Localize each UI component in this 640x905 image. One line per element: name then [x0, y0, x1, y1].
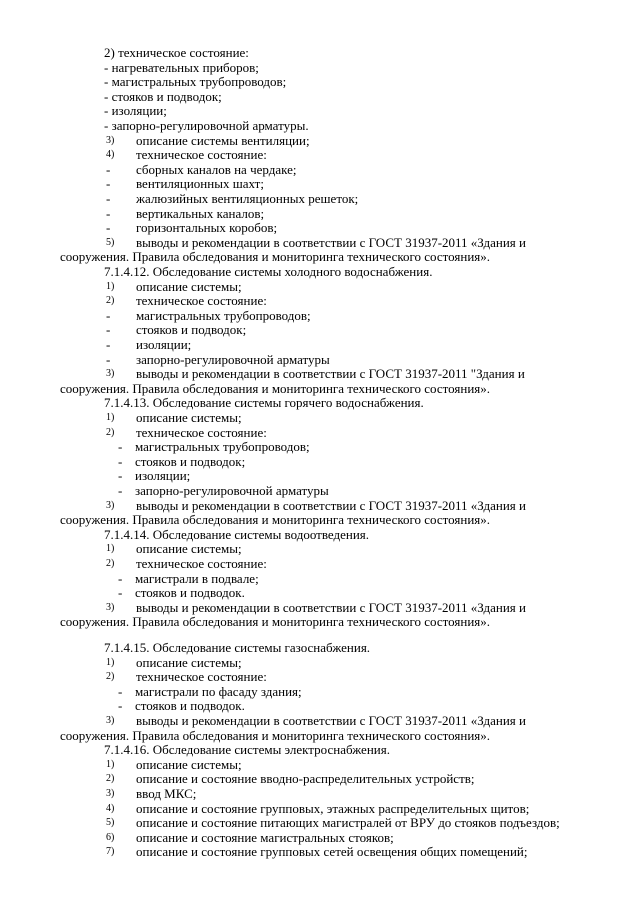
item-text: техническое состояние:: [136, 293, 267, 309]
item-marker: 5): [106, 236, 115, 248]
item-marker: -: [106, 176, 111, 192]
list-line: 2) техническое состояние:: [104, 45, 249, 60]
list-line: - изоляции;: [104, 103, 167, 119]
item-text: изоляции;: [135, 468, 191, 484]
item-marker: -: [106, 191, 111, 206]
item-marker: 3): [106, 368, 115, 380]
item-text: описание системы;: [136, 410, 242, 425]
section-heading: 7.1.4.16. Обследование системы электроснабжения.: [104, 742, 390, 758]
item-text: описание системы;: [136, 756, 242, 772]
item-marker: 2): [106, 773, 115, 785]
item-text: описание системы;: [136, 541, 242, 557]
item-marker: 2): [106, 671, 115, 683]
item-text: описание системы;: [136, 278, 242, 294]
continuation-line: сооружения. Правила обследования и мониторинга технического состояния».: [60, 614, 491, 630]
item-marker: -: [118, 698, 123, 714]
item-marker: -: [106, 337, 111, 352]
item-text: выводы и рекомендации в соответствии с ГОСТ 31937-2011 «Здания и: [136, 599, 526, 615]
item-marker: 3): [106, 788, 115, 799]
item-text: описание системы;: [136, 654, 242, 670]
item-text: выводы и рекомендации в соответствии с ГОСТ 31937-2011 "Здания и: [136, 366, 525, 382]
item-text: стояков и подводок.: [135, 585, 245, 601]
item-marker: -: [118, 683, 123, 699]
list-line: - магистральных трубопроводов;: [104, 74, 287, 90]
item-marker: 1): [106, 543, 115, 555]
continuation-line: сооружения. Правила обследования и мониторинга технического состояния».: [60, 727, 491, 743]
continuation-line: сооружения. Правила обследования и мониторинга технического состояния».: [60, 512, 491, 528]
item-marker: 3): [106, 601, 115, 613]
item-marker: -: [118, 570, 123, 586]
section-heading: 7.1.4.13. Обследование системы горячего водоснабжения.: [104, 395, 424, 411]
item-marker: -: [106, 307, 111, 323]
item-marker: -: [106, 161, 111, 177]
item-text: стояков и подводок;: [135, 453, 246, 469]
item-marker: -: [106, 220, 111, 236]
item-marker: 3): [106, 715, 115, 726]
item-text: магистрали по фасаду здания;: [135, 683, 302, 699]
item-text: выводы и рекомендации в соответствии с ГОСТ 31937-2011 «Здания и: [136, 234, 526, 250]
item-marker: 3): [106, 499, 115, 511]
item-text: магистрали в подвале;: [135, 570, 259, 586]
item-text: описание и состояние магистральных стояков;: [136, 829, 394, 845]
item-marker: 4): [106, 802, 115, 814]
item-text: запорно-регулировочной арматуры: [136, 351, 330, 367]
item-text: техническое состояние:: [136, 556, 267, 571]
item-text: техническое состояние:: [136, 424, 267, 440]
item-text: изоляции;: [136, 337, 192, 352]
item-text: стояков и подводок;: [136, 322, 247, 338]
item-marker: 2): [106, 295, 115, 307]
list-line: - нагревательных приборов;: [104, 59, 259, 75]
item-text: стояков и подводок.: [135, 698, 245, 714]
section-heading: 7.1.4.14. Обследование системы водоотведения.: [104, 526, 370, 542]
item-text: описание и состояние вводно-распределительных устройств;: [136, 771, 475, 787]
item-marker: 2): [106, 558, 115, 569]
item-text: техническое состояние:: [136, 147, 267, 163]
item-text: горизонтальных коробов;: [136, 220, 278, 236]
item-marker: 1): [106, 758, 115, 770]
item-text: сборных каналов на чердаке;: [136, 161, 297, 177]
item-marker: -: [106, 205, 111, 221]
item-text: магистральных трубопроводов;: [135, 439, 310, 455]
item-text: описание системы вентиляции;: [136, 132, 310, 148]
item-marker: 2): [106, 426, 115, 438]
section-heading: 7.1.4.12. Обследование системы холодного водоснабжения.: [104, 264, 433, 279]
item-marker: 1): [106, 656, 115, 668]
item-text: техническое состояние:: [136, 669, 267, 685]
item-marker: -: [118, 468, 123, 484]
item-text: выводы и рекомендации в соответствии с ГОСТ 31937-2011 «Здания и: [136, 497, 526, 513]
item-text: описание и состояние групповых сетей освещения общих помещений;: [136, 844, 528, 860]
section-heading: 7.1.4.15. Обследование системы газоснабжения.: [104, 640, 371, 655]
item-marker: -: [118, 439, 123, 455]
item-text: магистральных трубопроводов;: [136, 307, 311, 323]
item-marker: 6): [106, 831, 115, 843]
item-text: вертикальных каналов;: [136, 205, 265, 221]
item-marker: 1): [106, 412, 115, 423]
item-marker: -: [118, 453, 123, 469]
item-marker: 3): [106, 134, 115, 146]
item-marker: 4): [106, 149, 115, 161]
item-marker: 5): [106, 817, 115, 829]
item-marker: -: [118, 483, 123, 498]
item-marker: -: [106, 322, 111, 338]
continuation-line: сооружения. Правила обследования и мониторинга технического состояния».: [60, 249, 491, 265]
item-text: жалюзийных вентиляционных решеток;: [136, 191, 359, 206]
item-text: вентиляционных шахт;: [136, 176, 264, 192]
item-text: выводы и рекомендации в соответствии с ГОСТ 31937-2011 «Здания и: [136, 713, 526, 728]
item-text: запорно-регулировочной арматуры: [135, 483, 329, 498]
list-line: - стояков и подводок;: [104, 88, 222, 104]
item-marker: -: [106, 351, 111, 367]
continuation-line: сооружения. Правила обследования и мониторинга технического состояния».: [60, 380, 491, 396]
list-line: - запорно-регулировочной арматуры.: [104, 118, 309, 133]
item-marker: 7): [106, 846, 115, 858]
item-marker: -: [118, 585, 123, 601]
item-text: ввод МКС;: [136, 786, 197, 801]
item-marker: 1): [106, 280, 115, 292]
item-text: описание и состояние групповых, этажных распределительных щитов;: [136, 800, 530, 816]
item-text: описание и состояние питающих магистралей от ВРУ до стояков подъездов;: [136, 815, 560, 831]
